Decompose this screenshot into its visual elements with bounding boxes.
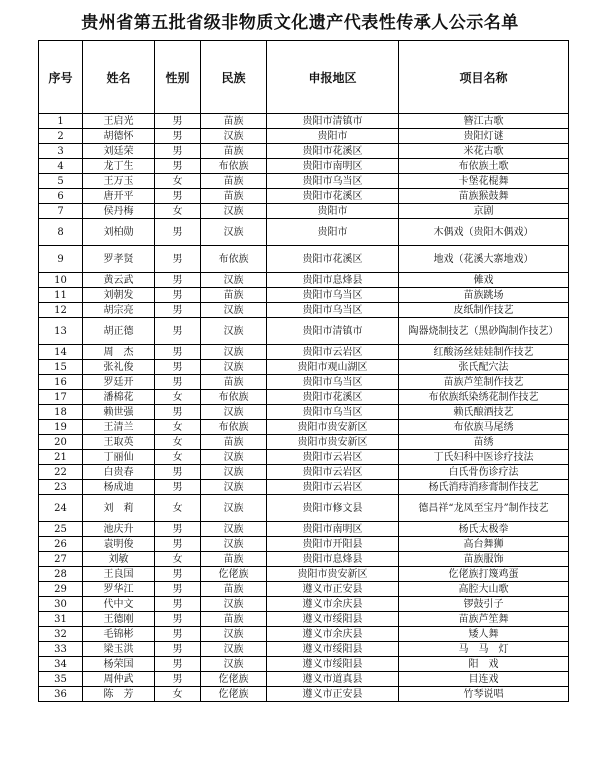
cell-gender: 男 — [155, 375, 201, 390]
cell-gender: 男 — [155, 129, 201, 144]
cell-gender: 男 — [155, 345, 201, 360]
table-row — [39, 219, 569, 246]
cell-region: 贵阳市修文县 — [267, 495, 399, 522]
header-index: 序号 — [39, 41, 83, 114]
cell-region: 贵阳市花溪区 — [267, 390, 399, 405]
cell-ethnicity: 汉族 — [201, 657, 267, 672]
cell-name: 王万玉 — [83, 174, 155, 189]
table-row — [39, 642, 569, 657]
cell-index: 4 — [39, 159, 83, 174]
cell-name: 唐开平 — [83, 189, 155, 204]
cell-ethnicity: 汉族 — [201, 480, 267, 495]
cell-project: 陶器烧制技艺（黑砂陶制作技艺） — [399, 318, 569, 345]
cell-ethnicity: 苗族 — [201, 144, 267, 159]
cell-name: 周仲武 — [83, 672, 155, 687]
cell-gender: 男 — [155, 273, 201, 288]
cell-ethnicity: 汉族 — [201, 405, 267, 420]
cell-ethnicity: 汉族 — [201, 273, 267, 288]
cell-ethnicity: 汉族 — [201, 345, 267, 360]
table-row — [39, 495, 569, 522]
cell-name: 杨成迪 — [83, 480, 155, 495]
cell-index: 1 — [39, 114, 83, 129]
table-row — [39, 375, 569, 390]
cell-region: 贵阳市 — [267, 204, 399, 219]
table-row — [39, 159, 569, 174]
header-region: 申报地区 — [267, 41, 399, 114]
header-project: 项目名称 — [399, 41, 569, 114]
cell-region: 贵阳市云岩区 — [267, 450, 399, 465]
cell-name: 胡正德 — [83, 318, 155, 345]
table-row — [39, 582, 569, 597]
cell-region: 遵义市道真县 — [267, 672, 399, 687]
cell-name: 侯丹梅 — [83, 204, 155, 219]
cell-index: 27 — [39, 552, 83, 567]
cell-index: 30 — [39, 597, 83, 612]
cell-name: 代中文 — [83, 597, 155, 612]
cell-name: 袁明俊 — [83, 537, 155, 552]
cell-index: 10 — [39, 273, 83, 288]
cell-ethnicity: 布依族 — [201, 246, 267, 273]
cell-region: 遵义市绥阳县 — [267, 642, 399, 657]
cell-ethnicity: 苗族 — [201, 375, 267, 390]
cell-region: 贵阳市南明区 — [267, 522, 399, 537]
table-row — [39, 480, 569, 495]
cell-name: 王良国 — [83, 567, 155, 582]
table-row — [39, 627, 569, 642]
cell-gender: 女 — [155, 552, 201, 567]
cell-project: 仡佬族打篾鸡蛋 — [399, 567, 569, 582]
cell-gender: 男 — [155, 522, 201, 537]
cell-project: 皮纸制作技艺 — [399, 303, 569, 318]
cell-gender: 女 — [155, 495, 201, 522]
cell-project: 地戏（花溪大寨地戏） — [399, 246, 569, 273]
cell-index: 26 — [39, 537, 83, 552]
table-row — [39, 288, 569, 303]
header-name: 姓名 — [83, 41, 155, 114]
inheritors-table — [38, 40, 569, 702]
table-row — [39, 204, 569, 219]
cell-name: 胡德怀 — [83, 129, 155, 144]
cell-name: 刘柏勋 — [83, 219, 155, 246]
cell-region: 贵阳市息烽县 — [267, 273, 399, 288]
cell-name: 黄云武 — [83, 273, 155, 288]
cell-index: 22 — [39, 465, 83, 480]
cell-name: 陈 芳 — [83, 687, 155, 702]
cell-ethnicity: 仡佬族 — [201, 687, 267, 702]
cell-gender: 男 — [155, 582, 201, 597]
cell-region: 贵阳市花溪区 — [267, 246, 399, 273]
cell-gender: 男 — [155, 360, 201, 375]
cell-region: 贵阳市云岩区 — [267, 345, 399, 360]
table-row — [39, 174, 569, 189]
cell-index: 25 — [39, 522, 83, 537]
cell-index: 23 — [39, 480, 83, 495]
cell-name: 张礼俊 — [83, 360, 155, 375]
cell-region: 贵阳市息烽县 — [267, 552, 399, 567]
cell-name: 龙丁生 — [83, 159, 155, 174]
cell-project: 矮人舞 — [399, 627, 569, 642]
cell-index: 17 — [39, 390, 83, 405]
cell-project: 木偶戏（贵阳木偶戏） — [399, 219, 569, 246]
cell-project: 竹琴说唱 — [399, 687, 569, 702]
cell-index: 13 — [39, 318, 83, 345]
cell-gender: 女 — [155, 174, 201, 189]
cell-ethnicity: 汉族 — [201, 318, 267, 345]
cell-name: 罗廷开 — [83, 375, 155, 390]
cell-gender: 男 — [155, 405, 201, 420]
cell-region: 贵阳市云岩区 — [267, 465, 399, 480]
cell-name: 白贵春 — [83, 465, 155, 480]
header-gender: 性别 — [155, 41, 201, 114]
cell-index: 2 — [39, 129, 83, 144]
cell-region: 贵阳市贵安新区 — [267, 420, 399, 435]
cell-region: 遵义市正安县 — [267, 687, 399, 702]
cell-project: 红酸汤丝娃娃制作技艺 — [399, 345, 569, 360]
cell-region: 贵阳市开阳县 — [267, 537, 399, 552]
cell-gender: 男 — [155, 465, 201, 480]
cell-name: 丁丽仙 — [83, 450, 155, 465]
cell-project: 贵阳灯谜 — [399, 129, 569, 144]
table-row — [39, 129, 569, 144]
table-row — [39, 405, 569, 420]
cell-ethnicity: 布依族 — [201, 420, 267, 435]
cell-region: 贵阳市花溪区 — [267, 189, 399, 204]
cell-region: 遵义市余庆县 — [267, 597, 399, 612]
cell-ethnicity: 汉族 — [201, 204, 267, 219]
cell-project: 目连戏 — [399, 672, 569, 687]
cell-region: 贵阳市乌当区 — [267, 303, 399, 318]
cell-project: 布依族纸染绣花制作技艺 — [399, 390, 569, 405]
cell-ethnicity: 汉族 — [201, 219, 267, 246]
cell-ethnicity: 汉族 — [201, 597, 267, 612]
cell-ethnicity: 汉族 — [201, 522, 267, 537]
cell-gender: 男 — [155, 537, 201, 552]
document-title: 贵州省第五批省级非物质文化遗产代表性传承人公示名单 — [81, 13, 519, 33]
cell-gender: 男 — [155, 612, 201, 627]
cell-name: 罗华江 — [83, 582, 155, 597]
cell-index: 21 — [39, 450, 83, 465]
cell-ethnicity: 汉族 — [201, 360, 267, 375]
table-row — [39, 450, 569, 465]
table-row — [39, 303, 569, 318]
cell-name: 赖世强 — [83, 405, 155, 420]
cell-name: 潘棉花 — [83, 390, 155, 405]
cell-ethnicity: 汉族 — [201, 129, 267, 144]
cell-project: 赖氏酿酒技艺 — [399, 405, 569, 420]
cell-gender: 男 — [155, 567, 201, 582]
cell-region: 遵义市余庆县 — [267, 627, 399, 642]
cell-name: 刘朝发 — [83, 288, 155, 303]
cell-ethnicity: 仡佬族 — [201, 672, 267, 687]
cell-index: 15 — [39, 360, 83, 375]
cell-index: 35 — [39, 672, 83, 687]
cell-ethnicity: 苗族 — [201, 288, 267, 303]
cell-index: 19 — [39, 420, 83, 435]
cell-project: 丁氏妇科中医诊疗技法 — [399, 450, 569, 465]
cell-ethnicity: 汉族 — [201, 450, 267, 465]
cell-region: 贵阳市清镇市 — [267, 318, 399, 345]
cell-name: 王德刚 — [83, 612, 155, 627]
cell-region: 贵阳市 — [267, 219, 399, 246]
cell-name: 刘廷荣 — [83, 144, 155, 159]
cell-name: 刘敏 — [83, 552, 155, 567]
cell-region: 贵阳市 — [267, 129, 399, 144]
cell-gender: 男 — [155, 642, 201, 657]
cell-region: 贵阳市花溪区 — [267, 144, 399, 159]
table-row — [39, 567, 569, 582]
cell-region: 贵阳市贵安新区 — [267, 435, 399, 450]
table-row — [39, 390, 569, 405]
cell-name: 王启光 — [83, 114, 155, 129]
cell-region: 贵阳市观山湖区 — [267, 360, 399, 375]
cell-project: 苗族跳场 — [399, 288, 569, 303]
cell-name: 罗孝贤 — [83, 246, 155, 273]
table-row — [39, 360, 569, 375]
table-row — [39, 552, 569, 567]
cell-project: 卡堡花棍舞 — [399, 174, 569, 189]
cell-gender: 男 — [155, 672, 201, 687]
cell-index: 28 — [39, 567, 83, 582]
table-row — [39, 189, 569, 204]
cell-project: 苗族芦笙舞 — [399, 612, 569, 627]
cell-project: 京剧 — [399, 204, 569, 219]
table-row — [39, 657, 569, 672]
cell-gender: 男 — [155, 219, 201, 246]
cell-index: 34 — [39, 657, 83, 672]
cell-gender: 男 — [155, 597, 201, 612]
cell-project: 苗族芦笙制作技艺 — [399, 375, 569, 390]
cell-index: 14 — [39, 345, 83, 360]
table-row — [39, 144, 569, 159]
cell-gender: 男 — [155, 657, 201, 672]
cell-region: 遵义市绥阳县 — [267, 612, 399, 627]
cell-project: 苗绣 — [399, 435, 569, 450]
cell-gender: 女 — [155, 420, 201, 435]
cell-ethnicity: 苗族 — [201, 612, 267, 627]
cell-gender: 女 — [155, 435, 201, 450]
cell-ethnicity: 布依族 — [201, 159, 267, 174]
table-body — [39, 114, 569, 702]
cell-ethnicity: 汉族 — [201, 627, 267, 642]
cell-gender: 男 — [155, 303, 201, 318]
cell-name: 周 杰 — [83, 345, 155, 360]
cell-name: 杨荣国 — [83, 657, 155, 672]
cell-project: 苗族服饰 — [399, 552, 569, 567]
cell-index: 8 — [39, 219, 83, 246]
table-row — [39, 420, 569, 435]
cell-index: 6 — [39, 189, 83, 204]
cell-region: 贵阳市乌当区 — [267, 174, 399, 189]
cell-gender: 男 — [155, 246, 201, 273]
cell-index: 36 — [39, 687, 83, 702]
cell-ethnicity: 苗族 — [201, 582, 267, 597]
table-row — [39, 672, 569, 687]
cell-gender: 男 — [155, 144, 201, 159]
cell-gender: 男 — [155, 627, 201, 642]
cell-index: 33 — [39, 642, 83, 657]
table-row — [39, 435, 569, 450]
table-row — [39, 612, 569, 627]
cell-name: 梁玉洪 — [83, 642, 155, 657]
cell-project: 苗族猴鼓舞 — [399, 189, 569, 204]
cell-project: 杨氏消痔消疹膏制作技艺 — [399, 480, 569, 495]
cell-index: 24 — [39, 495, 83, 522]
table-row — [39, 522, 569, 537]
cell-index: 12 — [39, 303, 83, 318]
cell-index: 7 — [39, 204, 83, 219]
table-row — [39, 687, 569, 702]
cell-ethnicity: 汉族 — [201, 537, 267, 552]
cell-project: 杨氏太极拳 — [399, 522, 569, 537]
cell-region: 贵阳市南明区 — [267, 159, 399, 174]
cell-region: 贵阳市清镇市 — [267, 114, 399, 129]
table-row — [39, 114, 569, 129]
cell-gender: 男 — [155, 189, 201, 204]
cell-project: 锣鼓引子 — [399, 597, 569, 612]
table-row — [39, 246, 569, 273]
cell-ethnicity: 苗族 — [201, 174, 267, 189]
cell-region: 贵阳市云岩区 — [267, 480, 399, 495]
cell-name: 刘 莉 — [83, 495, 155, 522]
table-row — [39, 537, 569, 552]
cell-name: 池庆升 — [83, 522, 155, 537]
cell-gender: 女 — [155, 204, 201, 219]
cell-ethnicity: 苗族 — [201, 552, 267, 567]
table-header-row — [39, 41, 569, 114]
cell-project: 马 马 灯 — [399, 642, 569, 657]
cell-region: 贵阳市乌当区 — [267, 288, 399, 303]
cell-ethnicity: 仡佬族 — [201, 567, 267, 582]
cell-ethnicity: 汉族 — [201, 465, 267, 480]
cell-index: 16 — [39, 375, 83, 390]
cell-project: 张氏配穴法 — [399, 360, 569, 375]
cell-index: 29 — [39, 582, 83, 597]
cell-gender: 男 — [155, 480, 201, 495]
cell-index: 32 — [39, 627, 83, 642]
cell-ethnicity: 汉族 — [201, 642, 267, 657]
cell-project: 傩戏 — [399, 273, 569, 288]
cell-project: 布依族土歌 — [399, 159, 569, 174]
cell-index: 5 — [39, 174, 83, 189]
cell-gender: 男 — [155, 159, 201, 174]
cell-project: 白氏骨伤诊疗法 — [399, 465, 569, 480]
cell-name: 王取英 — [83, 435, 155, 450]
cell-index: 3 — [39, 144, 83, 159]
cell-gender: 女 — [155, 687, 201, 702]
table-row — [39, 345, 569, 360]
cell-gender: 男 — [155, 288, 201, 303]
cell-index: 31 — [39, 612, 83, 627]
cell-gender: 女 — [155, 390, 201, 405]
cell-ethnicity: 汉族 — [201, 495, 267, 522]
table-row — [39, 318, 569, 345]
cell-project: 高腔大山歌 — [399, 582, 569, 597]
cell-index: 18 — [39, 405, 83, 420]
cell-region: 遵义市正安县 — [267, 582, 399, 597]
cell-gender: 男 — [155, 114, 201, 129]
table-row — [39, 273, 569, 288]
cell-name: 胡宗亮 — [83, 303, 155, 318]
cell-project: 德昌祥“龙凤至宝丹”制作技艺 — [399, 495, 569, 522]
cell-name: 毛锦彬 — [83, 627, 155, 642]
cell-project: 米花古歌 — [399, 144, 569, 159]
cell-index: 9 — [39, 246, 83, 273]
header-ethnicity: 民族 — [201, 41, 267, 114]
cell-region: 贵阳市贵安新区 — [267, 567, 399, 582]
cell-region: 贵阳市乌当区 — [267, 375, 399, 390]
cell-index: 11 — [39, 288, 83, 303]
cell-region: 贵阳市乌当区 — [267, 405, 399, 420]
table-row — [39, 465, 569, 480]
cell-region: 遵义市绥阳县 — [267, 657, 399, 672]
cell-project: 高台舞狮 — [399, 537, 569, 552]
cell-ethnicity: 苗族 — [201, 114, 267, 129]
cell-gender: 女 — [155, 450, 201, 465]
cell-project: 阳 戏 — [399, 657, 569, 672]
cell-gender: 男 — [155, 318, 201, 345]
table-row — [39, 597, 569, 612]
cell-name: 王清兰 — [83, 420, 155, 435]
cell-index: 20 — [39, 435, 83, 450]
cell-ethnicity: 苗族 — [201, 435, 267, 450]
cell-ethnicity: 汉族 — [201, 303, 267, 318]
cell-project: 簪江古歌 — [399, 114, 569, 129]
cell-ethnicity: 布依族 — [201, 390, 267, 405]
cell-ethnicity: 苗族 — [201, 189, 267, 204]
cell-project: 布依族马尾绣 — [399, 420, 569, 435]
